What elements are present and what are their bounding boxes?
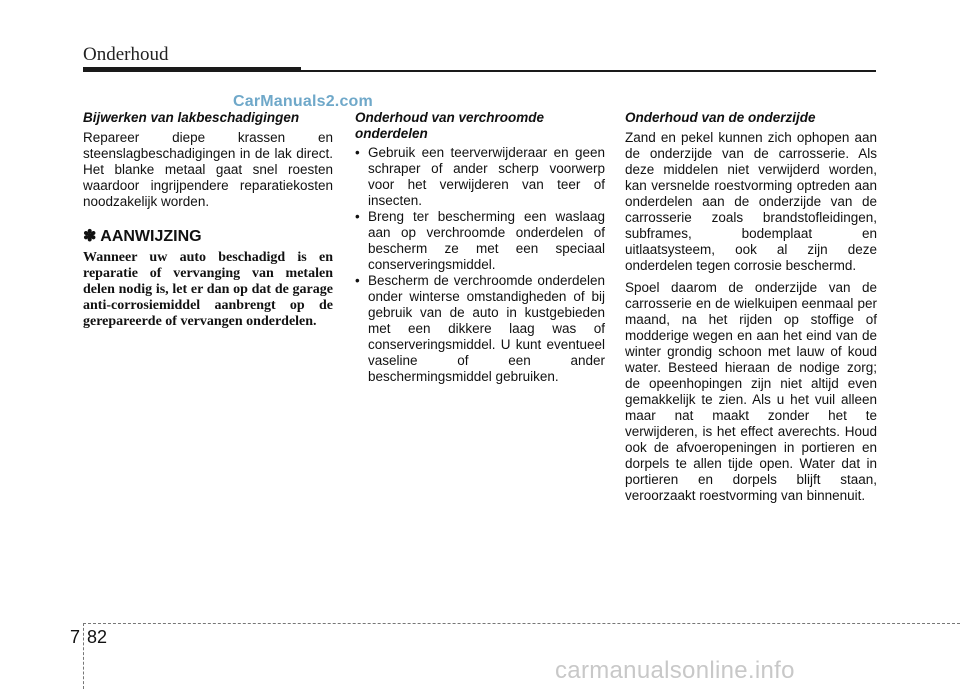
list-item-text: Gebruik een teerverwijderaar en geen schraper of ander scherp voorwerp voor het verwijderen van teer of insecten.	[368, 145, 605, 208]
watermark-carmanuals: CarManuals2.com	[233, 93, 373, 110]
note-heading: ✽ AANWIJZING	[83, 228, 202, 245]
bullet-list	[355, 145, 605, 385]
bullet-icon: •	[355, 273, 360, 288]
note-body: Wanneer uw auto beschadigd is en reparatie of vervanging van metalen delen nodig is, let er dan op dat de garage anti-corrosiemiddel aanbrengt op de gerepareerde of vervangen onderdelen.	[83, 250, 333, 329]
footer-divider	[83, 623, 960, 624]
bullet-icon: •	[355, 209, 360, 224]
heading-chrome-parts: Onderhoud van verchroomde onderdelen	[355, 110, 545, 141]
column-chrome-parts	[355, 110, 605, 385]
chapter-number: 7	[70, 627, 81, 647]
heading-underbody: Onderhoud van de onderzijde	[625, 110, 816, 125]
page-number: 82	[87, 627, 108, 647]
paragraph-underbody-1: Zand en pekel kunnen zich ophopen aan de onderzijde van de carrosserie. Als deze middelen niet verwijderd worden, kan versnelde roestvorming optreden aan onderdelen aan de onderzijde van de carrosserie zoals brandstofleidingen, subframes, bodemplaat en uitlaatsysteem, ook al zijn deze onderdelen tegen corrosie beschermd.	[625, 130, 877, 273]
watermark-carmanualsonline: carmanualsonline.info	[555, 657, 795, 684]
section-title: Onderhoud	[83, 44, 169, 65]
column-paint-damage	[83, 110, 333, 330]
list-item-text: Bescherm de verchroomde onderdelen onder winterse omstandigheden of bij gebruik van de auto in kustgebieden met een dikkere laag was of conserveringsmiddel. U kunt eventueel vaseline of een ander beschermingsmiddel gebruiken.	[368, 273, 605, 384]
header-rule-thin	[301, 70, 876, 72]
heading-paint-damage: Bijwerken van lakbeschadigingen	[83, 110, 300, 125]
list-item	[355, 145, 605, 209]
column-underbody	[625, 110, 877, 504]
paragraph-underbody-2: Spoel daarom de onderzijde van de carrosserie en de wielkuipen eenmaal per maand, na het rijden op stoffige of modderige wegen en aan het eind van de winter grondig schoon met lauw of koud water. Besteed hieraan de nodige zorg; de opeenhopingen zijn niet altijd even gemakkelijk te zien. Als u het vuil alleen maar nat maakt zonder het te verwijderen, is het effect averechts. Houd ook de afvoeropeningen in portieren en dorpels te allen tijde open. Water dat in portieren en dorpels blijft staan, veroorzaakt roestvorming van binnenuit.	[625, 280, 877, 503]
paragraph-paint-damage: Repareer diepe krassen en steenslagbeschadigingen in de lak direct. Het blanke metaal gaat snel roesten waardoor ingrijpendere reparatiekosten noodzakelijk worden.	[83, 130, 333, 209]
list-item	[355, 273, 605, 385]
header-rule-thick	[83, 67, 301, 72]
bullet-icon: •	[355, 145, 360, 160]
footer-vertical-divider	[83, 623, 84, 689]
list-item	[355, 209, 605, 273]
list-item-text: Breng ter bescherming een waslaag aan op verchroomde onderdelen of bescherm ze met een speciaal conserveringsmiddel.	[368, 209, 605, 272]
